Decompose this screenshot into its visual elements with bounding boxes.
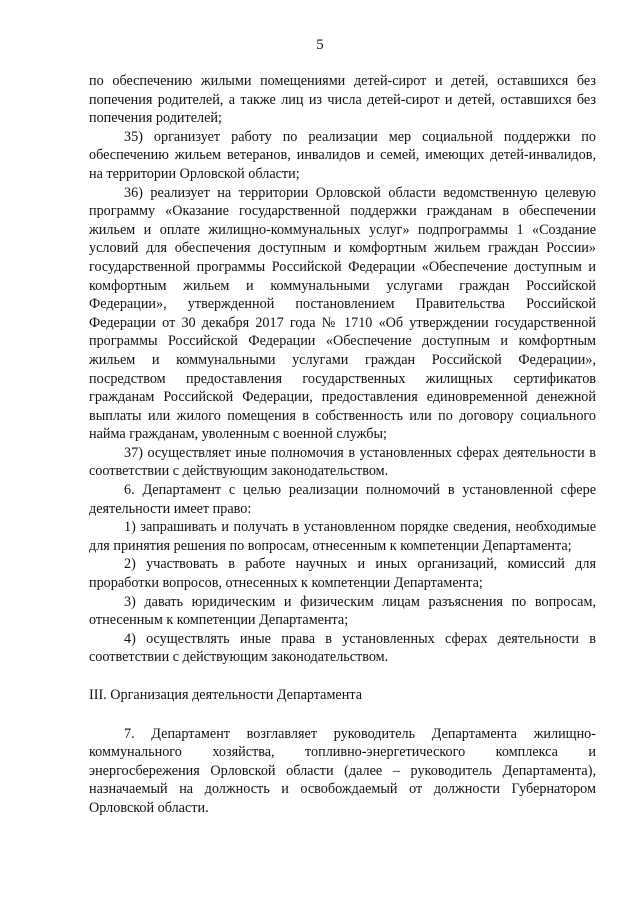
rights-item-3: 3) давать юридическим и физическим лицам разъяснения по вопросам, отнесенным к компетенции Департамента; [89,593,596,629]
document-body [89,72,596,818]
paragraph-clause-6: 6. Департамент с целью реализации полномочий в установленной сфере деятельности имеет право: [89,482,596,517]
paragraph-item-35: 35) организует работу по реализации мер социальной поддержки по обеспечению жильем ветеранов, инвалидов и семей, имеющих детей-инвалидов, на территории Орловской области; [89,128,596,182]
paragraph-clause-7: 7. Департамент возглавляет руководитель Департамента жилищно-коммунального хозяйства, топливно-энергетического комплекса и энергосбережения Орловской области (далее – руководитель Департамента), назначаемый на должность и освобождаемый от должности Губернатором Орловской области. [89,725,596,816]
page-number: 5 [316,37,324,53]
paragraph-item-36: 36) реализует на территории Орловской области ведомственную целевую программу «Оказание государственной поддержки гражданам в обеспечении жильем и оплате жилищно-коммунальных услуг» подпрограммы 1 «Создание условий для обеспечения доступным и комфортным жильем граждан России» государственной программы Российской Федерации «Обеспечение доступным и комфортным жильем и коммунальными услугами граждан Российской Федерации», утвержденной постановлением Правительства Российской Федерации от 30 декабря 2017 года № 1710 «Об утверждении государственной программы Российской Федерации «Обеспечение доступным и комфортным жильем и коммунальными услугами граждан Российской Федерации», посредством предоставления государственных жилищных сертификатов гражданам Российской Федерации, предоставления единовременной денежной выплаты или жилого помещения в собственность или по договору социального найма гражданам, уволенным с военной службы; [89,184,596,443]
rights-item-4: 4) осуществлять иные права в установленных сферах деятельности в соответствии с действующим законодательством. [89,630,596,666]
rights-item-2: 2) участвовать в работе научных и иных организаций, комиссий для проработки вопросов, отнесенных к компетенции Департамента; [89,556,596,592]
rights-item-1: 1) запрашивать и получать в установленном порядке сведения, необходимые для принятия решения по вопросам, отнесенным к компетенции Департамента; [89,519,596,554]
paragraph-continuation: по обеспечению жилыми помещениями детей-сирот и детей, оставшихся без попечения родителей, а также лиц из числа детей-сирот и детей, оставшихся без попечения родителей; [89,73,596,127]
paragraph-item-37: 37) осуществляет иные полномочия в установленных сферах деятельности в соответствии с действующим законодательством. [89,444,596,480]
section-heading: III. Организация деятельности Департамента [89,687,362,703]
